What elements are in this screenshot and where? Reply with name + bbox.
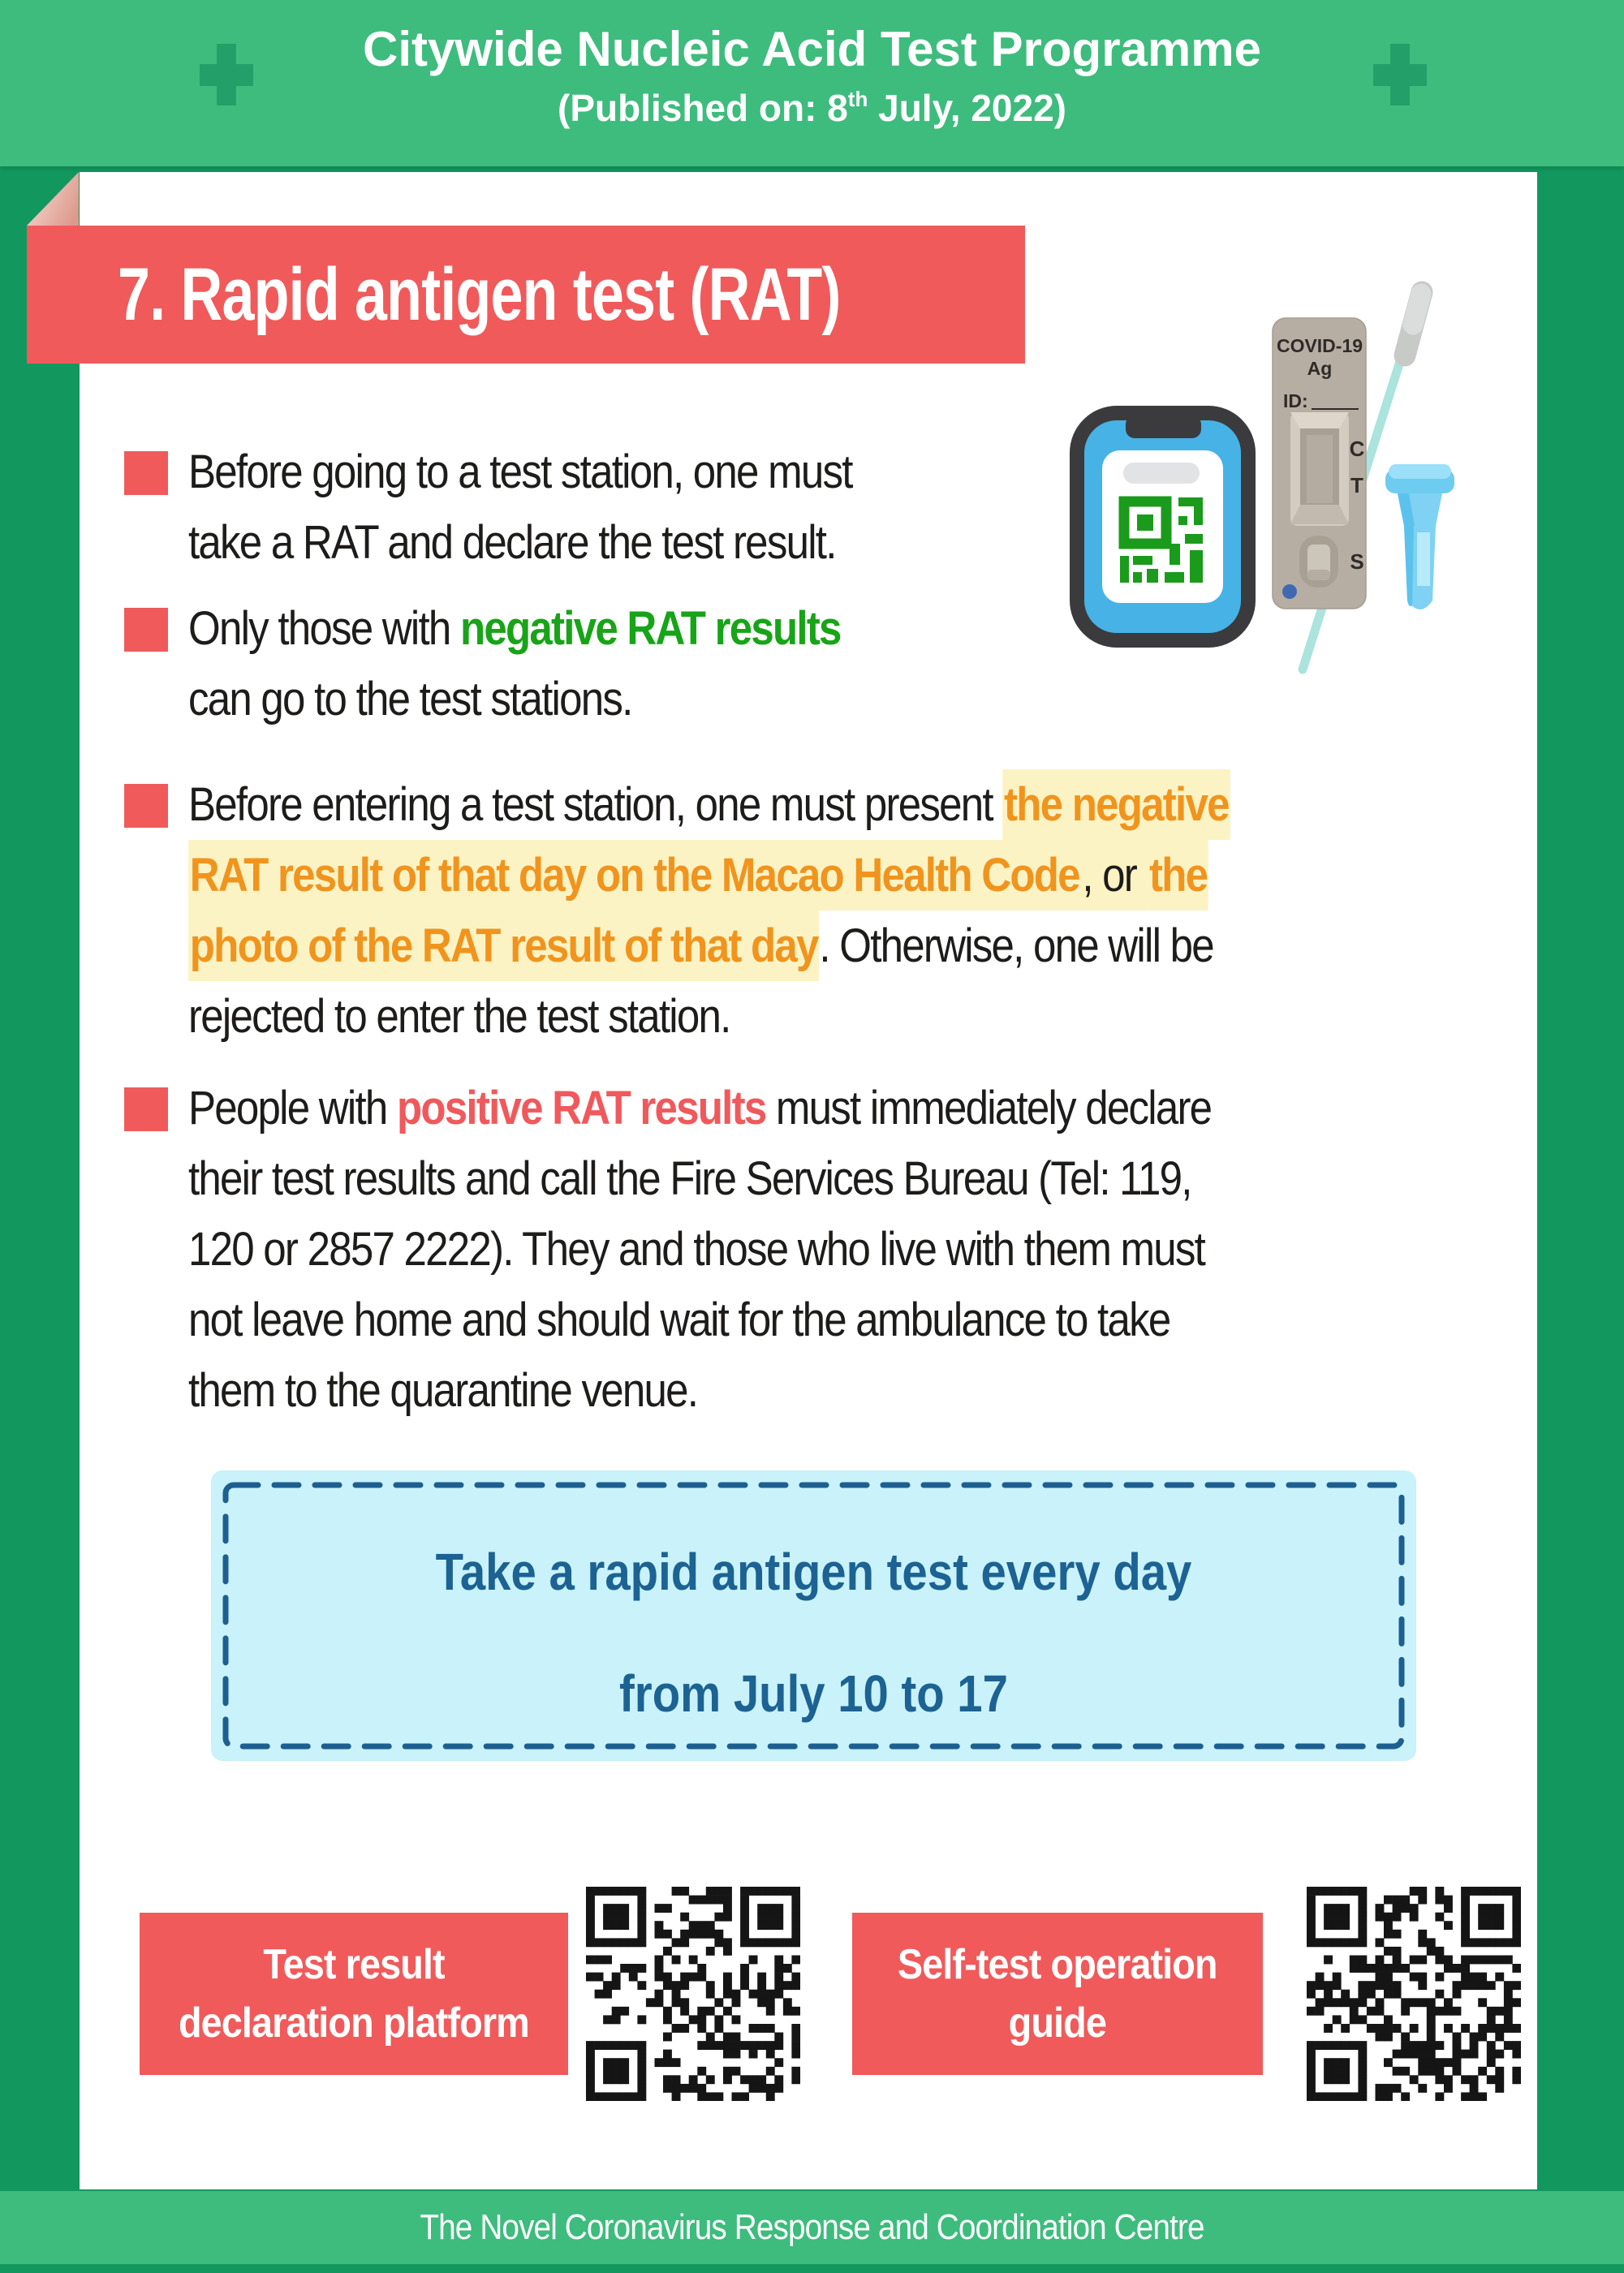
text-segment: their test results and call the Fire Services Bureau (Tel: 119, [188,1152,1191,1205]
text-segment: negative RAT results [459,602,841,655]
button-label-line: Self-test operation [898,1941,1217,1988]
notice-line-1: Take a rapid antigen test every day [435,1543,1192,1601]
page-title: Citywide Nucleic Acid Test Programme [363,22,1261,76]
page-curl [27,172,79,226]
button-label-line: declaration platform [179,2000,529,2047]
section-title: 7. Rapid antigen test (RAT) [118,253,841,336]
text-segment: Only those with [188,602,460,655]
publish-date [0,86,1624,130]
button-label-line: Test result [263,1941,445,1988]
cassette-label: COVID-19 [1276,335,1363,356]
cassette-sublabel: Ag [1307,358,1333,379]
qr-code-guide [1307,1887,1521,2101]
text-segment: not leave home and should wait for the ambulance to take [188,1294,1170,1346]
text-segment: the [1148,840,1208,910]
bullet-square-icon [124,451,168,495]
qr-code-declaration [586,1887,800,2101]
rat-test-illustration [1055,268,1542,901]
cassette-letter-c: C [1349,437,1365,461]
text-segment: the negative [1002,769,1230,840]
sample-tube-icon [1385,464,1454,609]
bullet-item-4 [124,1073,1350,1426]
text-segment: . Otherwise, one will be [819,919,1213,972]
cassette-letter-t: T [1350,473,1363,497]
section-banner [27,226,1025,364]
text-segment: Before going to a test station, one must [188,446,852,498]
bullet-square-icon [124,784,168,828]
footer-banner [0,2191,1624,2264]
bullet-text [188,437,852,578]
notice-box [211,1470,1416,1761]
publish-date-ordinal: th [847,87,868,111]
bullet-text [188,1073,1211,1426]
header-banner [0,0,1624,166]
bullet-item-1 [124,437,942,578]
button-label-line: guide [1008,2000,1107,2047]
text-segment: People with [188,1082,397,1134]
test-cassette-illustration [1273,318,1366,609]
text-segment: RAT result of that day on the Macao Health Code [188,840,1081,910]
notice-line-2: from July 10 to 17 [619,1664,1008,1723]
publish-date-suffix: July, 2022) [868,87,1066,129]
publish-date-prefix: (Published on: 8 [558,87,848,129]
text-segment: photo of the RAT result of that day [188,910,819,981]
bullet-square-icon [124,608,168,652]
text-segment: can go to the test stations. [188,673,632,725]
text-segment: , or [1081,840,1148,910]
cassette-letter-s: S [1350,549,1364,574]
bullet-square-icon [124,1087,168,1131]
text-segment: must immediately declare [765,1082,1212,1134]
test-result-declaration-button[interactable] [140,1913,568,2075]
phone-illustration [1070,406,1256,648]
text-segment: positive RAT results [396,1082,766,1134]
self-test-guide-button[interactable] [852,1913,1263,2075]
text-segment: rejected to enter the test station. [188,990,730,1043]
text-segment: Before entering a test station, one must present [188,778,1003,831]
bullet-item-2 [124,593,929,734]
text-segment: take a RAT and declare the test result. [188,516,836,569]
bullet-text [188,593,841,734]
text-segment: them to the quarantine venue. [188,1364,698,1417]
cassette-id-label: ID: [1283,390,1308,411]
text-segment: 120 or 2857 2222). They and those who live with them must [188,1223,1205,1276]
cassette-dot [1282,584,1297,599]
footer-text: The Novel Coronavirus Response and Coordination Centre [420,2207,1204,2247]
